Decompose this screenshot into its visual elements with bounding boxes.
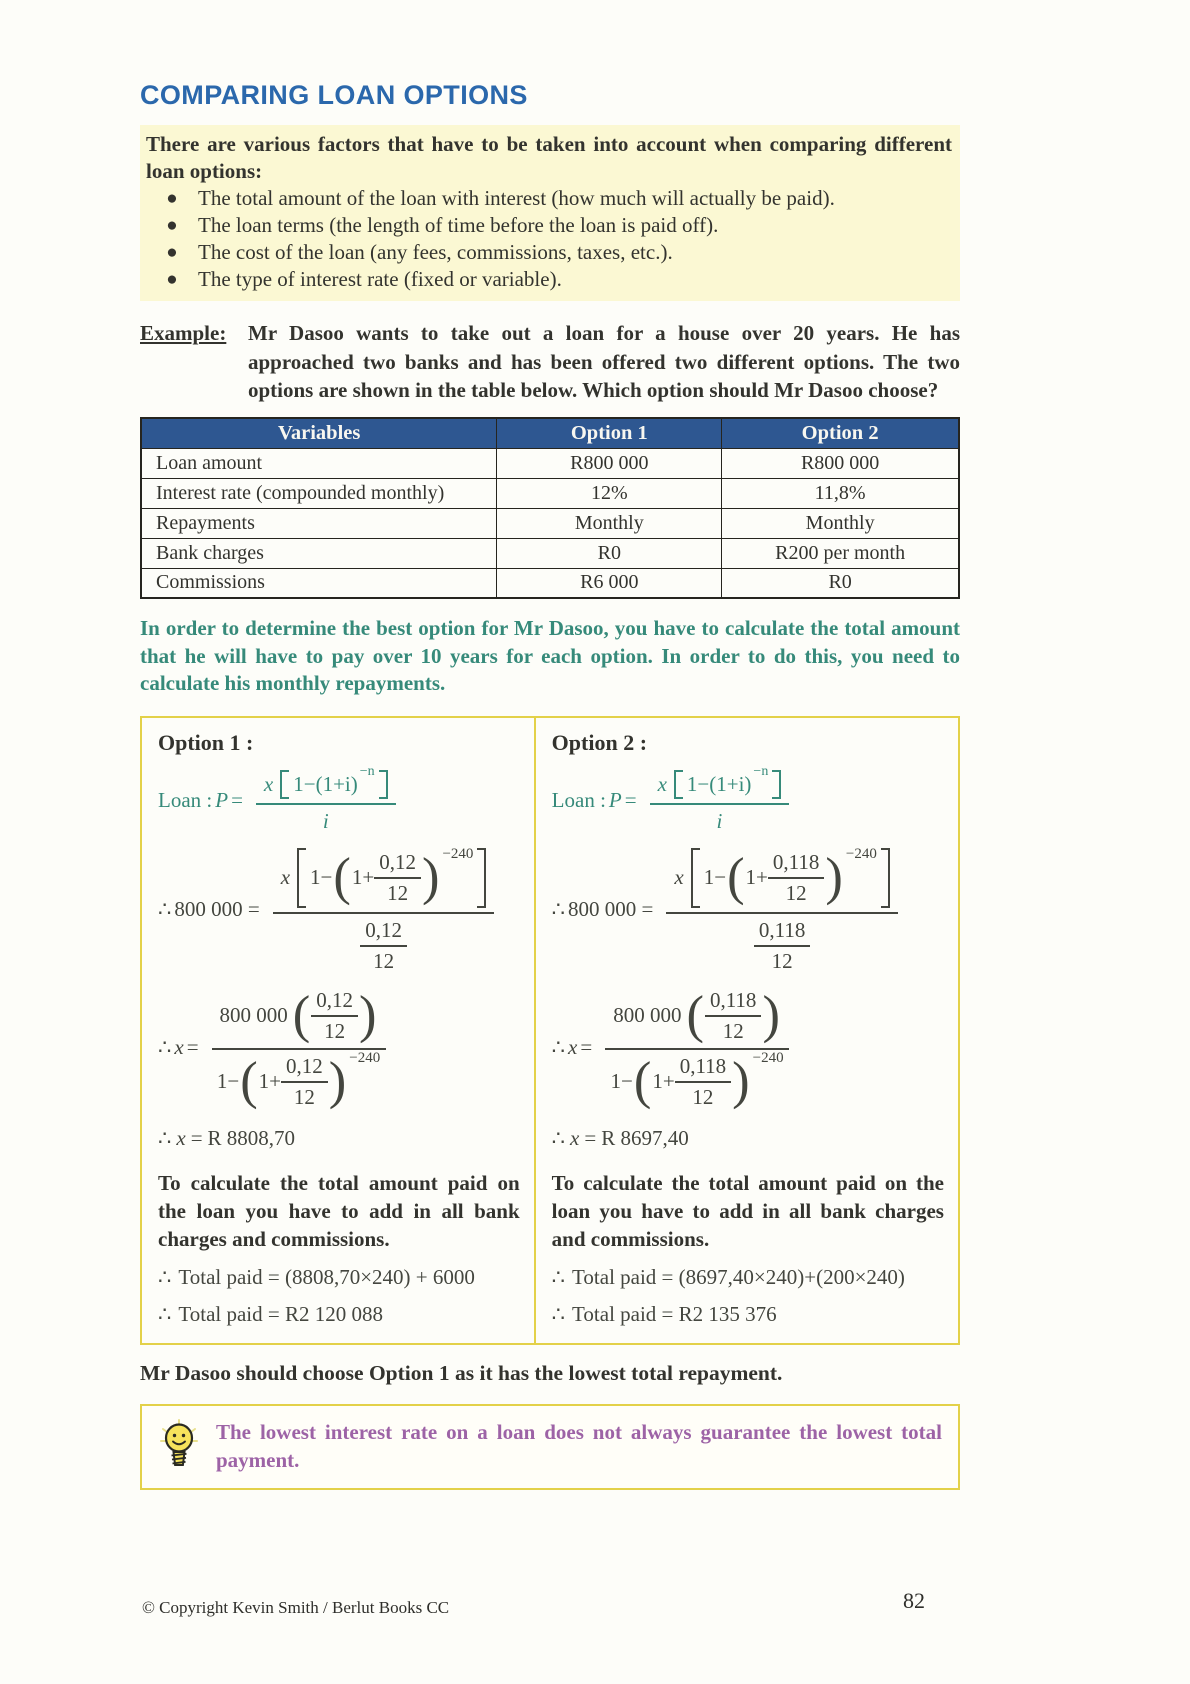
- exponent: −240: [442, 845, 474, 862]
- option2-total-value: ∴ Total paid = R2 135 376: [551, 1301, 777, 1326]
- option1-column: [142, 718, 534, 1343]
- table-header-variables: Variables: [141, 418, 497, 449]
- fraction-numerator: [650, 763, 790, 805]
- math-x-var: x: [674, 865, 684, 889]
- left-paren: (: [633, 1051, 652, 1110]
- rate-fraction: $\frac{0,118}{12}$: [754, 918, 810, 974]
- exponent: −240: [349, 1049, 381, 1066]
- right-paren: ): [359, 985, 377, 1044]
- lead-in-paragraph: In order to determine the best option for Mr Dasoo, you have to calculate the total amount that he will have to pay over 10 years for each option. In order to do this, you need to calculate his monthly repayments.: [140, 616, 960, 695]
- therefore-symbol: ∴: [158, 897, 172, 921]
- option1-loan-formula: [158, 763, 520, 834]
- table-cell: R800 000: [497, 448, 722, 478]
- x-result-value: R 8808,70: [207, 1125, 296, 1150]
- option1-substitution-formula: [158, 846, 520, 974]
- fraction-denominator: 1− ( 1+ $\frac{0,12}{12}$ ) −240: [216, 1049, 381, 1110]
- table-cell: Commissions: [141, 568, 497, 598]
- table-cell: R200 per month: [722, 538, 959, 568]
- page-content: [140, 0, 960, 1490]
- left-paren: (: [333, 847, 351, 906]
- exponent: −n: [753, 763, 769, 779]
- bracket-group: 1− ( 1+ $\frac{0,118}{12}$ ) −240: [691, 848, 890, 908]
- therefore-symbol: ∴: [158, 1125, 172, 1150]
- table-cell: Monthly: [497, 508, 722, 538]
- right-bracket: [477, 848, 486, 908]
- left-paren: (: [240, 1051, 258, 1110]
- rate-fraction: $\frac{0,12}{12}$: [311, 988, 358, 1044]
- right-paren: ): [762, 985, 780, 1044]
- tip-text: The lowest interest rate on a loan does not always guarantee the lowest total payment.: [216, 1419, 942, 1472]
- fraction-denominator: [717, 805, 723, 834]
- fraction-numerator: 800 000 ( $\frac{0,12}{12}$ ): [212, 986, 386, 1050]
- right-paren: ): [328, 1051, 347, 1110]
- math-x-var: x: [280, 865, 291, 889]
- fraction: [256, 763, 396, 834]
- table-cell: Interest rate (compounded monthly): [141, 478, 497, 508]
- left-bracket: [280, 770, 289, 799]
- table-cell: R6 000: [497, 568, 722, 598]
- table-row: [141, 538, 959, 568]
- formula-label: ∴ x =: [158, 1035, 199, 1059]
- option2-x-formula: [552, 986, 944, 1110]
- table-cell: Loan amount: [141, 448, 497, 478]
- therefore-symbol: ∴: [158, 1264, 172, 1289]
- option1-x-result: ∴ x = R 8808,70: [158, 1125, 296, 1150]
- right-bracket: [772, 770, 781, 799]
- therefore-symbol: ∴: [551, 1035, 566, 1059]
- option2-total-expression: ∴ Total paid = (8697,40×240)+(200×240): [551, 1264, 905, 1289]
- table-cell: Repayments: [141, 508, 497, 538]
- table-cell: R0: [497, 538, 722, 568]
- page-number: 82: [903, 1588, 925, 1613]
- left-bracket: [674, 770, 683, 799]
- fraction-numerator: 800 000 ( $\frac{0,118}{12}$ ): [605, 986, 789, 1050]
- option1-x-formula: [158, 986, 520, 1110]
- example-block: [140, 319, 960, 405]
- calculation-box: [140, 716, 960, 1345]
- math-x-var: x: [263, 771, 274, 796]
- table-cell: Bank charges: [141, 538, 497, 568]
- loan-comparison-table: [140, 417, 960, 600]
- therefore-symbol: ∴: [551, 1301, 566, 1326]
- lightbulb-icon: [156, 1419, 202, 1473]
- option1-note: To calculate the total amount paid on the loan you have to add in all bank charges and commissions.: [158, 1170, 520, 1251]
- bracket-group: 1−(1+i) −n: [280, 770, 387, 799]
- bracket-group: 1− ( 1+ $\frac{0,12}{12}$ ) −240: [297, 848, 486, 908]
- intro-highlight: [140, 125, 960, 301]
- table-cell: R800 000: [722, 448, 959, 478]
- exponent: −240: [845, 845, 877, 862]
- table-header-row: [141, 418, 959, 449]
- option1-title: Option 1 :: [158, 729, 254, 755]
- bullet-icon: ●: [166, 188, 178, 209]
- table-cell: Monthly: [722, 508, 959, 538]
- bullet-item: [146, 185, 952, 212]
- fraction-denominator: [754, 914, 810, 974]
- formula-label: Loan : P =: [551, 788, 637, 812]
- bullet-text: The loan terms (the length of time before the loan is paid off).: [198, 213, 719, 237]
- right-bracket: [881, 848, 890, 908]
- right-paren: ): [421, 847, 440, 906]
- left-bracket: [297, 848, 306, 908]
- table-row: [141, 568, 959, 598]
- intro-lead: There are various factors that have to be taken into account when comparing different loan options:: [146, 132, 952, 183]
- therefore-symbol: ∴: [551, 1125, 566, 1150]
- fraction: [273, 846, 495, 974]
- rate-fraction: $\frac{0,118}{12}$: [768, 850, 824, 906]
- option2-title: Option 2 :: [551, 729, 648, 755]
- therefore-symbol: ∴: [158, 1301, 172, 1326]
- left-paren: (: [727, 847, 745, 906]
- option2-note: To calculate the total amount paid on the loan you have to add in all bank charges and commissions.: [551, 1170, 944, 1251]
- therefore-symbol: ∴: [551, 1264, 566, 1289]
- table-cell: R0: [722, 568, 959, 598]
- therefore-symbol: ∴: [551, 897, 566, 921]
- table-cell: 11,8%: [722, 478, 959, 508]
- bullet-text: The cost of the loan (any fees, commissions, taxes, etc.).: [198, 240, 673, 264]
- formula-label: Loan : P =: [158, 788, 243, 812]
- bullet-icon: ●: [166, 242, 178, 263]
- bullet-icon: ●: [166, 269, 178, 290]
- bullet-item: [146, 266, 952, 293]
- exponent: −n: [359, 763, 375, 779]
- right-paren: ): [732, 1051, 750, 1110]
- table-row: [141, 508, 959, 538]
- table-header-option1: Option 1: [497, 418, 722, 449]
- table-row: [141, 448, 959, 478]
- right-bracket: [379, 770, 388, 799]
- fraction-denominator: [360, 914, 407, 974]
- option1-total-value: ∴ Total paid = R2 120 088: [158, 1301, 383, 1326]
- example-label: Example:: [140, 321, 227, 345]
- bracket-group: 1−(1+i) −n: [674, 770, 781, 799]
- bullet-item: [146, 239, 952, 266]
- therefore-symbol: ∴: [158, 1035, 172, 1059]
- fraction-denominator: 1− ( 1+ $\frac{0,118}{12}$ ) −240: [610, 1049, 784, 1110]
- fraction: [605, 986, 789, 1110]
- formula-label: ∴ 800 000 =: [158, 897, 260, 921]
- option2-loan-formula: [551, 763, 944, 834]
- bullet-item: [146, 212, 952, 239]
- rate-fraction: $\frac{0,12}{12}$: [360, 918, 407, 974]
- rate-fraction: $\frac{0,12}{12}$: [281, 1054, 328, 1110]
- tip-box: [140, 1404, 960, 1490]
- option2-x-result: ∴ x = R 8697,40: [551, 1125, 689, 1150]
- math-x-var: x: [657, 771, 667, 796]
- math-i-var: i: [322, 808, 329, 833]
- left-paren: (: [292, 985, 311, 1044]
- formula-label: ∴ x =: [551, 1035, 593, 1059]
- rate-fraction: $\frac{0,118}{12}$: [675, 1054, 731, 1110]
- table-row: [141, 478, 959, 508]
- x-result-value: R 8697,40: [601, 1125, 689, 1150]
- fraction-numerator: [256, 763, 396, 805]
- bullet-text: The total amount of the loan with interest (how much will actually be paid).: [198, 186, 835, 210]
- table-cell: 12%: [497, 478, 722, 508]
- option2-substitution-formula: [552, 846, 944, 974]
- rate-fraction: $\frac{0,12}{12}$: [374, 850, 421, 906]
- exponent: −240: [752, 1049, 784, 1066]
- conclusion-line: Mr Dasoo should choose Option 1 as it has the lowest total repayment.: [140, 1360, 783, 1385]
- example-text: Mr Dasoo wants to take out a loan for a house over 20 years. He has approached two banks and has been offered two different options. The two options are shown in the table below. Which option should Mr Dasoo choose?: [248, 321, 960, 402]
- option2-column: [534, 718, 958, 1343]
- table-header-option2: Option 2: [722, 418, 959, 449]
- fraction: [212, 986, 386, 1110]
- left-bracket: [691, 848, 700, 908]
- option1-total-expression: ∴ Total paid = (8808,70×240) + 6000: [158, 1264, 475, 1289]
- right-paren: ): [825, 847, 843, 906]
- fraction: [666, 846, 897, 974]
- bullet-text: The type of interest rate (fixed or variable).: [198, 267, 562, 291]
- page-title: COMPARING LOAN OPTIONS: [140, 80, 528, 110]
- rate-fraction: $\frac{0,118}{12}$: [705, 988, 761, 1044]
- math-i-var: i: [716, 808, 723, 833]
- bullet-icon: ●: [166, 215, 178, 236]
- left-paren: (: [686, 985, 704, 1044]
- fraction: [650, 763, 790, 834]
- fraction-denominator: [323, 805, 329, 834]
- fraction-numerator: [666, 846, 897, 914]
- formula-label: ∴ 800 000 =: [551, 897, 654, 921]
- fraction-numerator: [273, 846, 495, 914]
- footer-copyright: © Copyright Kevin Smith / Berlut Books CC: [142, 1598, 450, 1617]
